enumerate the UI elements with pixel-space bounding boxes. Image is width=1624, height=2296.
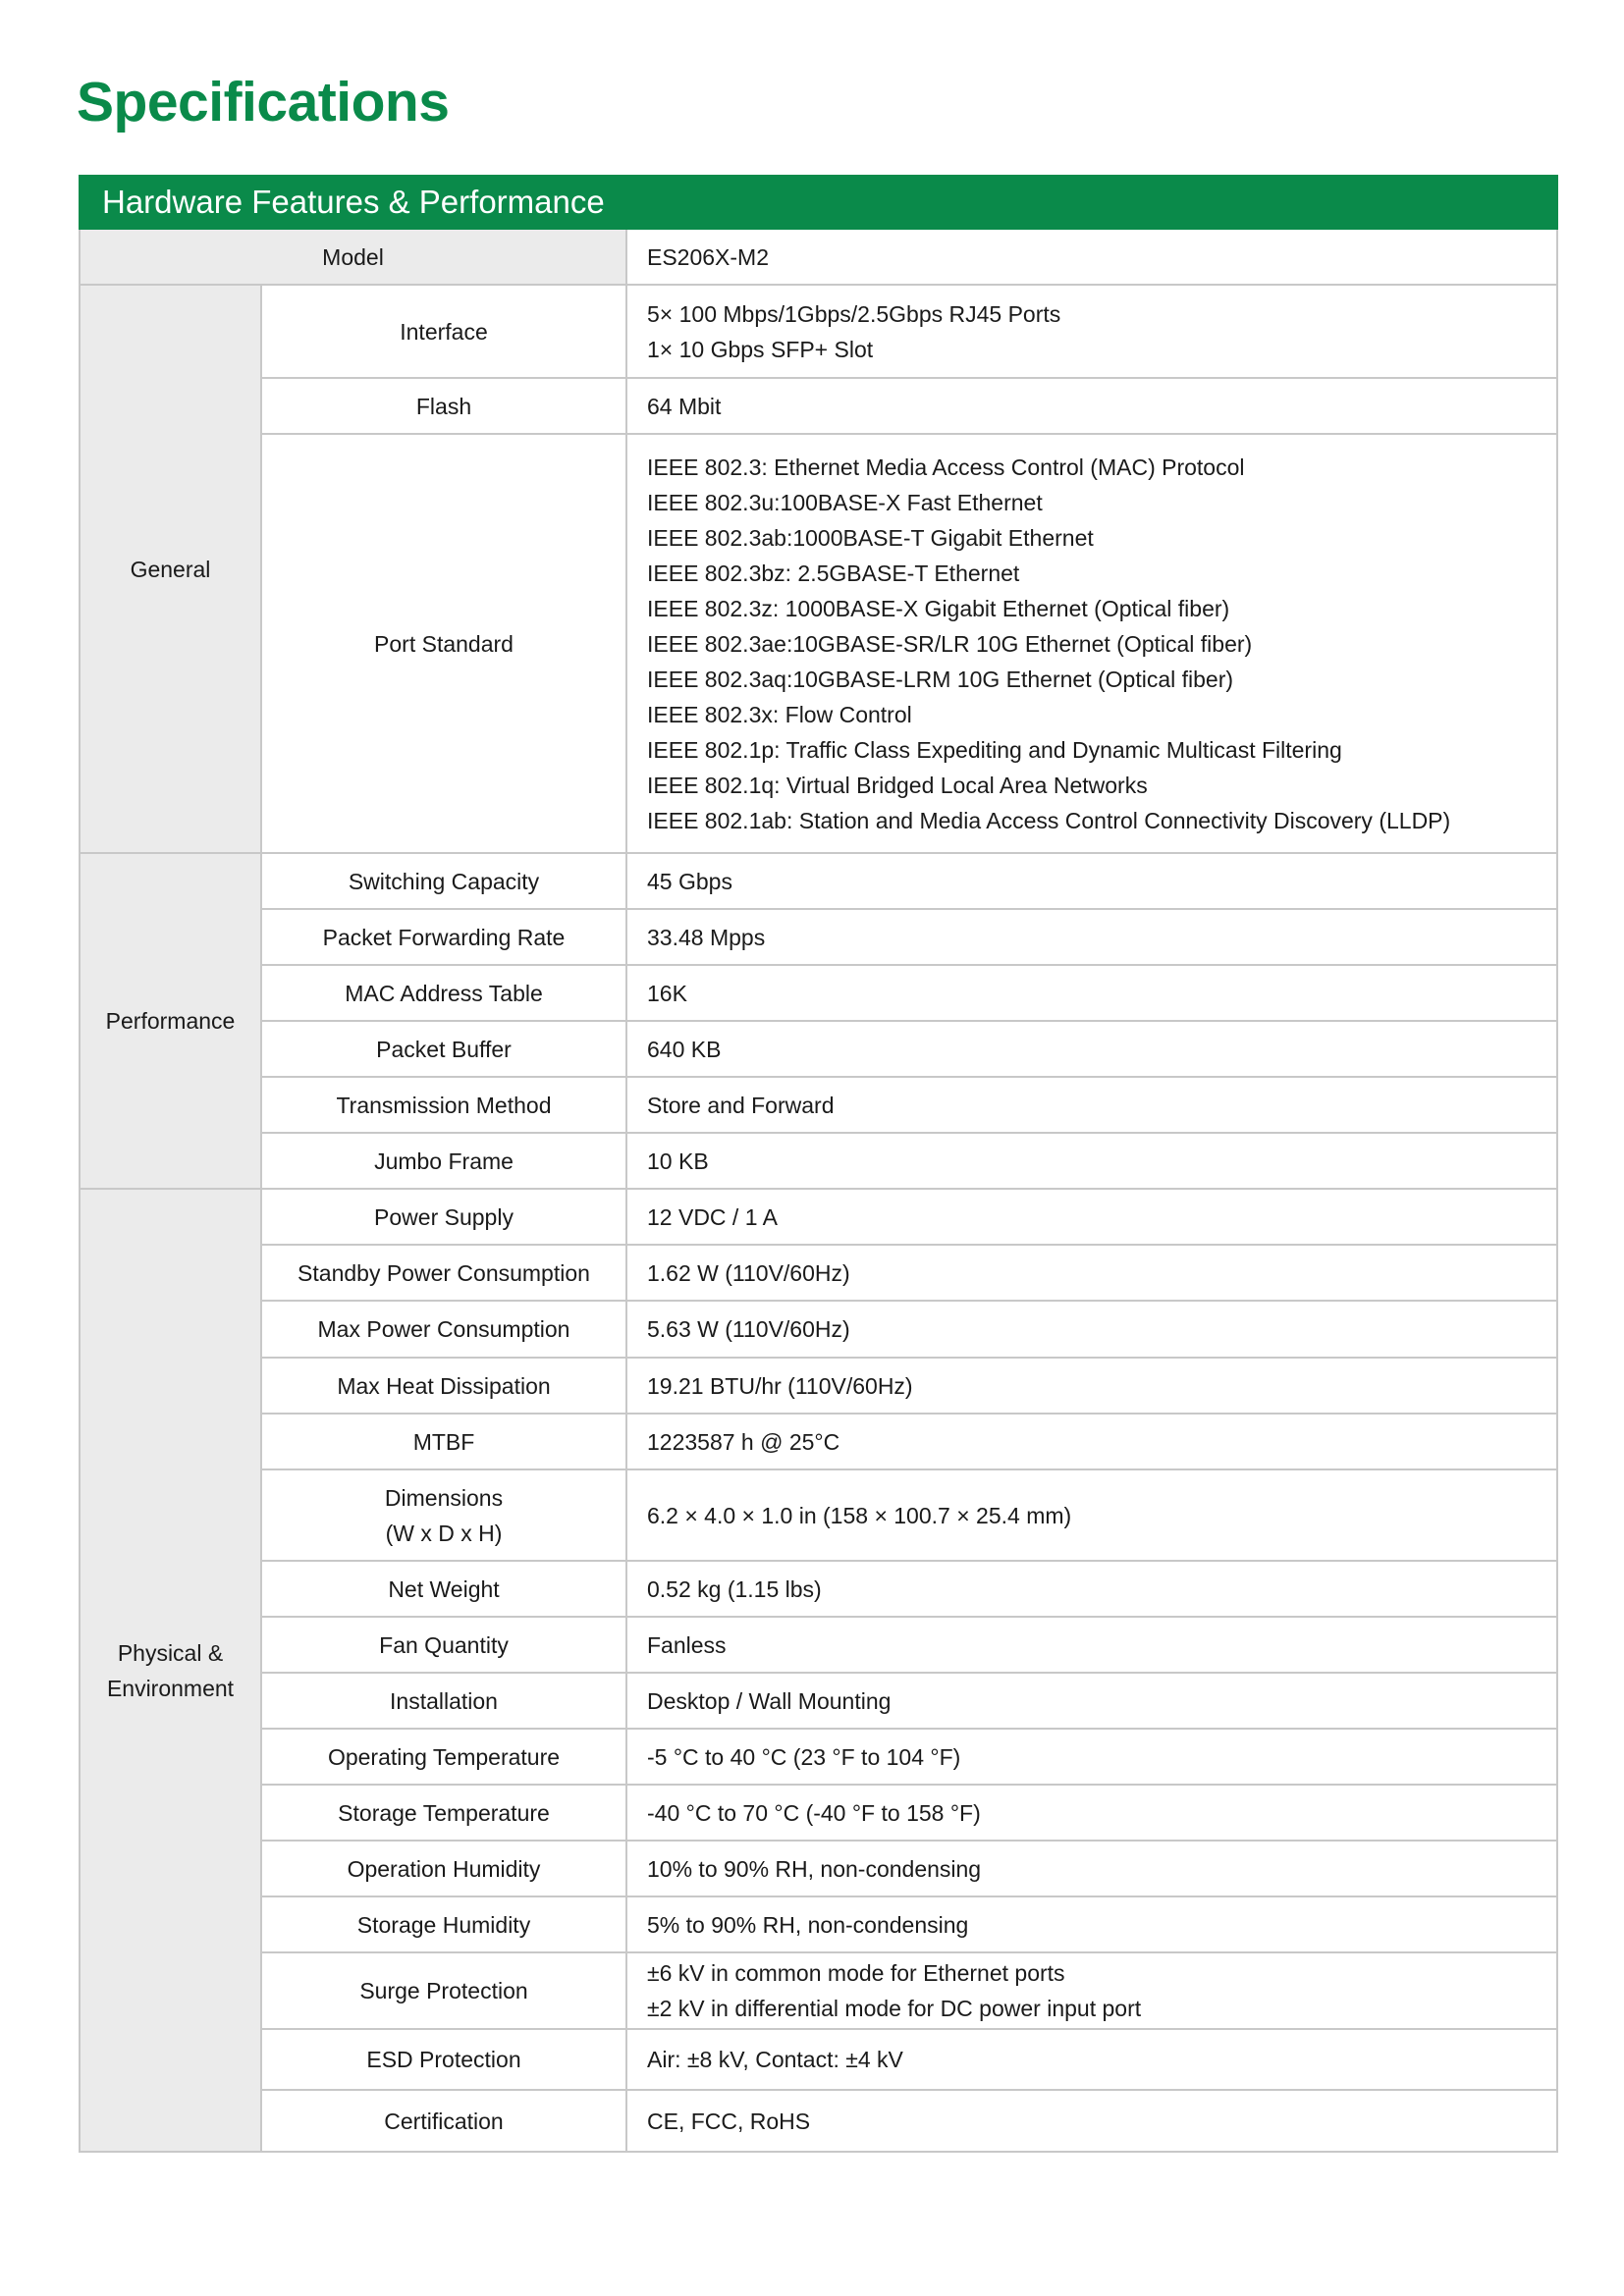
- spec-value: 0.52 kg (1.15 lbs): [626, 1561, 1557, 1617]
- spec-label: Storage Humidity: [261, 1896, 626, 1952]
- value-line: 1× 10 Gbps SFP+ Slot: [647, 336, 874, 362]
- value-line: IEEE 802.3ab:1000BASE-T Gigabit Ethernet: [647, 524, 1094, 551]
- table-row: [80, 2029, 1557, 2090]
- group-name-line: Environment: [106, 1675, 235, 1701]
- spec-label: Fan Quantity: [261, 1617, 626, 1673]
- spec-label: Surge Protection: [261, 1952, 626, 2029]
- value-line: IEEE 802.1ab: Station and Media Access Control Connectivity Discovery (LLDP): [647, 807, 1451, 833]
- spec-label: Power Supply: [261, 1189, 626, 1245]
- table-row: [80, 378, 1557, 434]
- table-row: [80, 1077, 1557, 1133]
- spec-value: 16K: [626, 965, 1557, 1021]
- spec-value: 12 VDC / 1 A: [626, 1189, 1557, 1245]
- spec-label: [261, 1469, 626, 1561]
- spec-value: 10% to 90% RH, non-condensing: [626, 1841, 1557, 1896]
- table-row: [80, 1469, 1557, 1561]
- table-row: [80, 1414, 1557, 1469]
- table-row: [80, 1021, 1557, 1077]
- spec-value: 10 KB: [626, 1133, 1557, 1189]
- spec-value: 64 Mbit: [626, 378, 1557, 434]
- label-line: Dimensions: [384, 1484, 504, 1511]
- table-row: [80, 1617, 1557, 1673]
- spec-label: Packet Forwarding Rate: [261, 909, 626, 965]
- table-row: [80, 853, 1557, 909]
- value-line: ±6 kV in common mode for Ethernet ports: [647, 1960, 1065, 1986]
- table-row: [80, 1133, 1557, 1189]
- value-line: IEEE 802.1p: Traffic Class Expediting and Dynamic Multicast Filtering: [647, 736, 1342, 763]
- value-line: 5× 100 Mbps/1Gbps/2.5Gbps RJ45 Ports: [647, 300, 1061, 327]
- group-general: General: [80, 285, 261, 853]
- value-line: IEEE 802.3u:100BASE-X Fast Ethernet: [647, 489, 1043, 515]
- table-row: [80, 1896, 1557, 1952]
- spec-label: Interface: [261, 285, 626, 378]
- table-row: [80, 1245, 1557, 1301]
- value-line: ±2 kV in differential mode for DC power input port: [647, 1996, 1142, 2021]
- value-line: IEEE 802.3aq:10GBASE-LRM 10G Ethernet (Optical fiber): [647, 666, 1234, 692]
- spec-value: 45 Gbps: [626, 853, 1557, 909]
- table-row: [80, 434, 1557, 853]
- spec-value: [626, 434, 1557, 853]
- spec-label: Net Weight: [261, 1561, 626, 1617]
- table-row: [80, 1785, 1557, 1841]
- spec-label: Standby Power Consumption: [261, 1245, 626, 1301]
- value-line: IEEE 802.3bz: 2.5GBASE-T Ethernet: [647, 560, 1020, 586]
- spec-value: 1.62 W (110V/60Hz): [626, 1245, 1557, 1301]
- value-line: IEEE 802.3ae:10GBASE-SR/LR 10G Ethernet (Optical fiber): [647, 630, 1253, 657]
- table-row: [80, 1841, 1557, 1896]
- spec-value: 6.2 × 4.0 × 1.0 in (158 × 100.7 × 25.4 mm): [626, 1469, 1557, 1561]
- spec-label: ESD Protection: [261, 2029, 626, 2090]
- spec-label: Operating Temperature: [261, 1729, 626, 1785]
- spec-value: 1223587 h @ 25°C: [626, 1414, 1557, 1469]
- table-row: [80, 285, 1557, 378]
- spec-label: Storage Temperature: [261, 1785, 626, 1841]
- table-row: [80, 1952, 1557, 2029]
- spec-label: MAC Address Table: [261, 965, 626, 1021]
- value-line: IEEE 802.1q: Virtual Bridged Local Area Networks: [647, 772, 1148, 798]
- table-section-title: Hardware Features & Performance: [80, 176, 1557, 229]
- spec-label: Port Standard: [261, 434, 626, 853]
- page-title: Specifications: [77, 71, 450, 133]
- table-row: [80, 1189, 1557, 1245]
- spec-label: Jumbo Frame: [261, 1133, 626, 1189]
- spec-value: [626, 285, 1557, 378]
- spec-value: [626, 1952, 1557, 2029]
- group-performance: Performance: [80, 853, 261, 1189]
- spec-label: Packet Buffer: [261, 1021, 626, 1077]
- value-line: IEEE 802.3z: 1000BASE-X Gigabit Ethernet (Optical fiber): [647, 595, 1230, 621]
- table-row: [80, 1301, 1557, 1358]
- value-line: IEEE 802.3: Ethernet Media Access Control (MAC) Protocol: [647, 454, 1245, 480]
- spec-label: Flash: [261, 378, 626, 434]
- spec-value: 640 KB: [626, 1021, 1557, 1077]
- group-physical-environment: [80, 1189, 261, 2152]
- spec-value: 19.21 BTU/hr (110V/60Hz): [626, 1358, 1557, 1414]
- table-row: [80, 1561, 1557, 1617]
- table-row: [80, 1729, 1557, 1785]
- table-row: [80, 909, 1557, 965]
- spec-label: Switching Capacity: [261, 853, 626, 909]
- spec-label: Operation Humidity: [261, 1841, 626, 1896]
- spec-value: 5% to 90% RH, non-condensing: [626, 1896, 1557, 1952]
- spec-label: MTBF: [261, 1414, 626, 1469]
- spec-label: Max Power Consumption: [261, 1301, 626, 1358]
- spec-value: CE, FCC, RoHS: [626, 2090, 1557, 2152]
- spec-value: -5 °C to 40 °C (23 °F to 104 °F): [626, 1729, 1557, 1785]
- table-header-row: [80, 176, 1557, 229]
- table-row: [80, 1673, 1557, 1729]
- spec-value: -40 °C to 70 °C (-40 °F to 158 °F): [626, 1785, 1557, 1841]
- model-label: Model: [80, 229, 626, 285]
- spec-value: 33.48 Mpps: [626, 909, 1557, 965]
- spec-label: Certification: [261, 2090, 626, 2152]
- value-line: IEEE 802.3x: Flow Control: [647, 701, 912, 727]
- group-name-line: Physical &: [117, 1639, 224, 1666]
- spec-label: Installation: [261, 1673, 626, 1729]
- table-row: [80, 965, 1557, 1021]
- table-row: [80, 1358, 1557, 1414]
- specifications-table: [79, 175, 1558, 2153]
- spec-value: Store and Forward: [626, 1077, 1557, 1133]
- spec-label: Max Heat Dissipation: [261, 1358, 626, 1414]
- label-line: (W x D x H): [385, 1520, 503, 1546]
- spec-label: Transmission Method: [261, 1077, 626, 1133]
- spec-value: Fanless: [626, 1617, 1557, 1673]
- model-value: ES206X-M2: [626, 229, 1557, 285]
- spec-value: Air: ±8 kV, Contact: ±4 kV: [626, 2029, 1557, 2090]
- spec-value: 5.63 W (110V/60Hz): [626, 1301, 1557, 1358]
- spec-value: Desktop / Wall Mounting: [626, 1673, 1557, 1729]
- table-row: [80, 229, 1557, 285]
- table-row: [80, 2090, 1557, 2152]
